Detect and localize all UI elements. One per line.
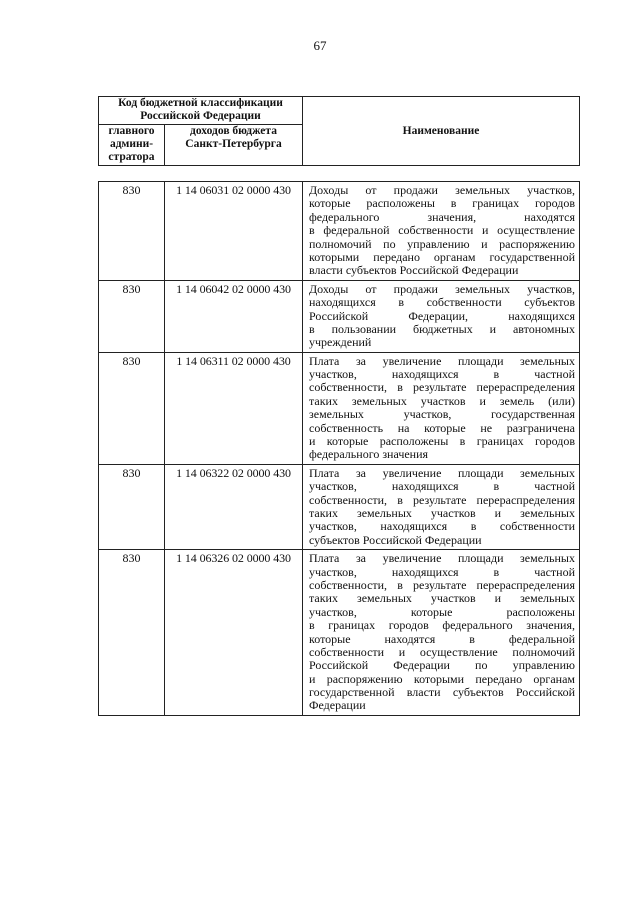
- name-cell: [303, 464, 580, 549]
- table-row: [99, 550, 580, 716]
- budget-code-cell: 1 14 06042 02 0000 430: [165, 280, 303, 352]
- name-line: Доходы от продажи земельных участков,: [309, 183, 575, 197]
- name-line: которые находятся в федеральной: [309, 631, 575, 646]
- name-line: и распоряжению которыми передано органам: [309, 671, 575, 686]
- name-line: собственности, в результате перераспределения: [309, 492, 575, 507]
- name-line: которые расположены в границах городов: [309, 196, 575, 211]
- name-cell: [303, 352, 580, 464]
- name-cell: [303, 182, 580, 281]
- name-line: в границах городов федерального значения,: [309, 618, 575, 633]
- name-header-label: Наименование: [402, 124, 480, 137]
- name-line: участков, находящихся в частной: [309, 479, 575, 494]
- name-line: и которые расположены в границах городов: [309, 434, 575, 449]
- code-group-line: Российской Федерации: [140, 110, 261, 122]
- budget-code-cell: 1 14 06322 02 0000 430: [165, 464, 303, 549]
- name-cell: [303, 280, 580, 352]
- code-group-line: Код бюджетной классификации: [118, 97, 283, 109]
- name-line: таких земельных участков и земельных: [309, 591, 575, 606]
- admin-code-cell: 830: [99, 352, 165, 464]
- name-line: земельных участков, государственная: [309, 407, 575, 422]
- budget-code-cell: 1 14 06031 02 0000 430: [165, 182, 303, 281]
- admin-header-line: админи-: [109, 138, 154, 150]
- income-header: [165, 125, 303, 166]
- name-line: Плата за увеличение площади земельных: [309, 353, 575, 368]
- name-line: таких земельных участков и земель (или): [309, 393, 575, 408]
- name-line: государственной власти субъектов Российской: [309, 685, 575, 700]
- name-line: Российской Федерации по управлению: [309, 658, 575, 673]
- admin-header-line: главного: [108, 125, 155, 137]
- name-line: полномочий по управлению и распоряжению: [309, 236, 575, 251]
- admin-header-line: стратора: [108, 151, 155, 163]
- table-header: [98, 96, 580, 166]
- income-header-line: доходов бюджета: [190, 125, 277, 137]
- admin-header: [99, 125, 165, 166]
- page-number: 67: [313, 38, 327, 53]
- admin-code-cell: 830: [99, 280, 165, 352]
- name-line: Доходы от продажи земельных участков,: [309, 281, 575, 296]
- name-line: участков, которые расположены: [309, 604, 575, 619]
- name-line: в федеральной собственности и осуществление: [309, 223, 575, 238]
- table-row: [99, 464, 580, 549]
- name-line: участков, находящихся в собственности: [309, 519, 575, 534]
- name-line: собственности, в результате перераспределения: [309, 380, 575, 395]
- name-line: собственности, в результате перераспределения: [309, 577, 575, 592]
- admin-code-cell: 830: [99, 550, 165, 716]
- name-line: таких земельных участков и земельных: [309, 505, 575, 520]
- name-line: участков, находящихся в частной: [309, 564, 575, 579]
- name-line: участков, находящихся в частной: [309, 367, 575, 382]
- admin-code-cell: 830: [99, 182, 165, 281]
- income-header-line: Санкт-Петербурга: [185, 138, 282, 150]
- table-row: [99, 352, 580, 464]
- table-body: [99, 182, 580, 716]
- name-line: Плата за увеличение площади земельных: [309, 465, 575, 480]
- code-group-header: [99, 97, 303, 125]
- name-line: субъектов Российской Федерации: [309, 532, 482, 547]
- name-line: находящихся в собственности субъектов: [309, 295, 575, 310]
- name-line: власти субъектов Российской Федерации: [309, 263, 519, 278]
- data-table: [98, 181, 580, 716]
- name-line: Плата за увеличение площади земельных: [309, 551, 575, 566]
- name-line: в пользовании бюджетных и автономных: [309, 321, 575, 336]
- name-line: федерального значения, находятся: [309, 209, 575, 224]
- name-line: собственности и осуществление полномочий: [309, 644, 575, 659]
- budget-code-cell: 1 14 06326 02 0000 430: [165, 550, 303, 716]
- name-line: которыми передано органам государственной: [309, 249, 575, 264]
- name-line: собственность на которые не разграничена: [309, 420, 575, 435]
- name-header: [303, 97, 580, 166]
- admin-code-cell: 830: [99, 464, 165, 549]
- table-row: [99, 280, 580, 352]
- name-cell: [303, 550, 580, 716]
- table-row: [99, 182, 580, 281]
- budget-code-cell: 1 14 06311 02 0000 430: [165, 352, 303, 464]
- name-line: учреждений: [309, 335, 372, 350]
- name-line: Федерации: [309, 698, 366, 713]
- name-line: Российской Федерации, находящихся: [309, 308, 575, 323]
- name-line: федерального значения: [309, 447, 429, 462]
